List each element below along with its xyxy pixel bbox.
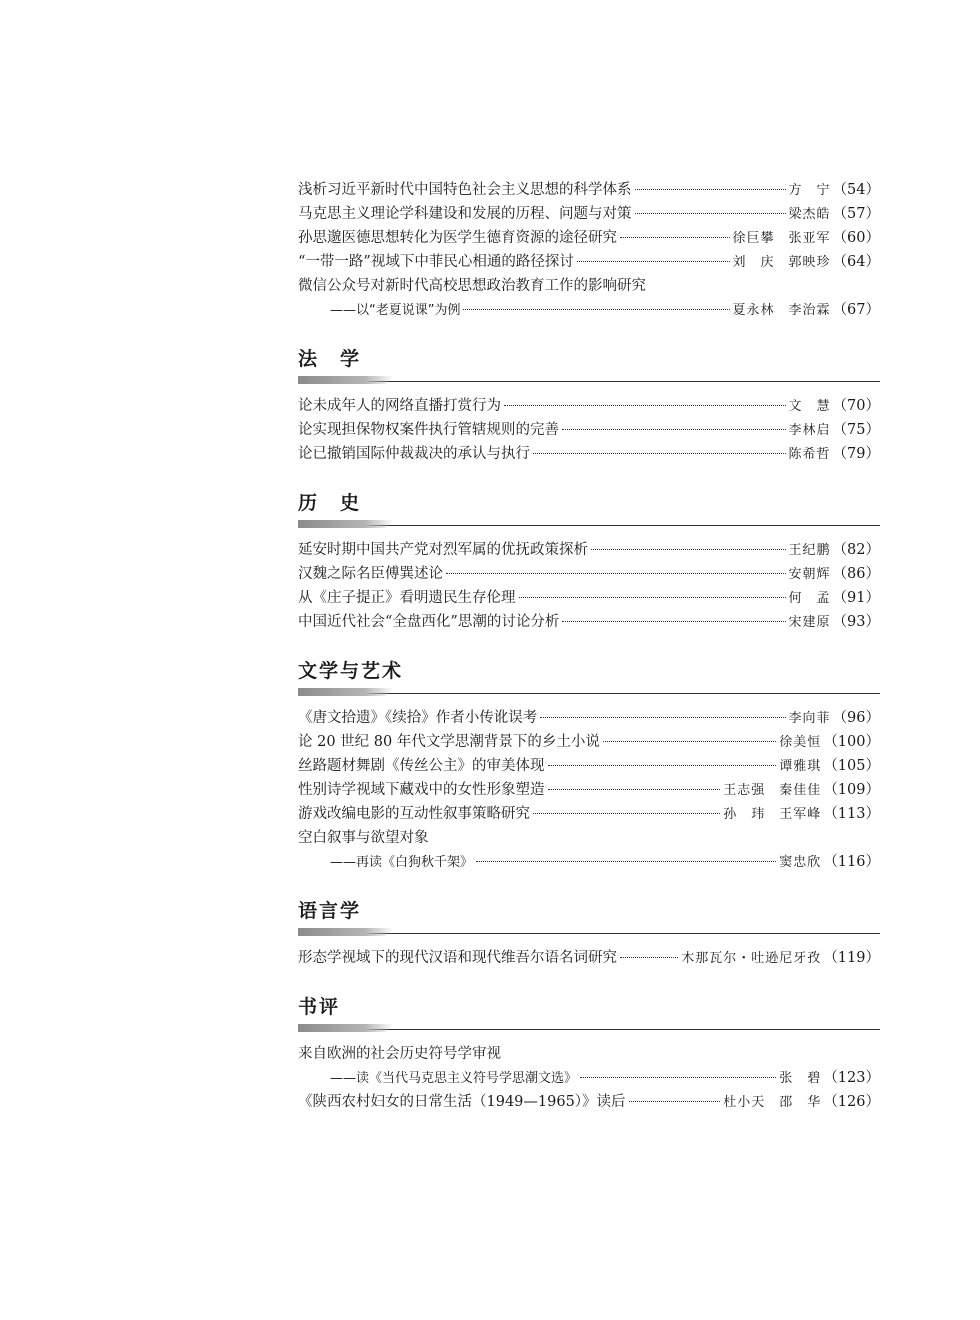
dot-leader: [463, 309, 729, 310]
toc-entry-title-line[interactable]: [298, 1042, 880, 1066]
toc-entry[interactable]: [298, 778, 880, 802]
entry-page-number: （86）: [832, 566, 880, 582]
section-divider: [298, 926, 880, 936]
entry-page-number: （93）: [832, 614, 880, 630]
dot-leader: [577, 261, 730, 262]
entry-author: 木那瓦尔・吐逊尼牙孜: [681, 951, 822, 966]
dot-leader: [603, 741, 776, 742]
divider-accent-bar: [298, 688, 394, 696]
dot-leader: [620, 957, 678, 958]
dot-leader: [562, 621, 785, 622]
toc-section: [298, 344, 880, 466]
entry-title: 丝路题材舞剧《传丝公主》的审美体现: [298, 758, 545, 774]
toc-entry[interactable]: [298, 298, 880, 322]
entry-author: 徐美恒: [779, 735, 822, 750]
dot-leader: [533, 813, 720, 814]
dot-leader: [620, 237, 730, 238]
section-heading: 文学与艺术: [298, 660, 404, 682]
entry-title: “一带一路”视域下中菲民心相通的路径探讨: [298, 254, 574, 270]
entry-page-number: （79）: [832, 446, 880, 462]
toc-entry[interactable]: [298, 226, 880, 250]
entry-title: 微信公众号对新时代高校思想政治教育工作的影响研究: [298, 278, 646, 294]
entry-page-number: （105）: [823, 758, 880, 774]
entry-author: 孙 玮 王军峰: [723, 807, 822, 822]
dot-leader: [533, 453, 786, 454]
dot-leader: [629, 1101, 721, 1102]
entry-page-number: （70）: [832, 398, 880, 414]
section-divider: [298, 686, 880, 696]
divider-accent-bar: [298, 376, 394, 384]
entry-author: 刘 庆 郭映珍: [732, 255, 831, 270]
toc-entry[interactable]: [298, 250, 880, 274]
entry-author: 方 宁: [788, 183, 831, 198]
toc-entry[interactable]: [298, 418, 880, 442]
entry-page-number: （57）: [832, 206, 880, 222]
entry-page-number: （64）: [832, 254, 880, 270]
entry-title: 来自欧洲的社会历史符号学审视: [298, 1046, 501, 1062]
entry-author: 王志强 秦佳佳: [723, 783, 822, 798]
toc-entry[interactable]: [298, 754, 880, 778]
entry-page-number: （60）: [832, 230, 880, 246]
toc-entry[interactable]: [298, 802, 880, 826]
entry-title: 论 20 世纪 80 年代文学思潮背景下的乡土小说: [298, 734, 600, 750]
toc-section: [298, 992, 880, 1114]
toc-entry[interactable]: [298, 946, 880, 970]
entry-subtitle: ——读《当代马克思主义符号学思潮文选》: [330, 1071, 578, 1086]
divider-accent-bar: [298, 520, 394, 528]
toc-entry[interactable]: [298, 610, 880, 634]
entry-author: 徐巨攀 张亚军: [732, 231, 831, 246]
entry-title: 从《庄子提正》看明遗民生存伦理: [298, 590, 516, 606]
toc-entry[interactable]: [298, 1066, 880, 1090]
dot-leader: [562, 429, 786, 430]
entry-author: 窦忠欣: [779, 855, 822, 870]
entry-author: 张 碧: [779, 1071, 822, 1086]
dot-leader: [504, 405, 786, 406]
toc-entry[interactable]: [298, 538, 880, 562]
dot-leader: [591, 549, 786, 550]
entry-author: 陈希哲: [788, 447, 831, 462]
entry-title: 汉魏之际名臣傅巽述论: [298, 566, 443, 582]
entry-title: 马克思主义理论学科建设和发展的历程、问题与对策: [298, 206, 632, 222]
divider-accent-bar: [298, 1024, 394, 1032]
entry-title: 中国近代社会“全盘西化”思潮的讨论分析: [298, 614, 560, 630]
section-heading: 书评: [298, 996, 341, 1018]
table-of-contents: [298, 178, 880, 1114]
dot-leader: [548, 765, 777, 766]
entry-page-number: （82）: [832, 542, 880, 558]
entry-page-number: （96）: [832, 710, 880, 726]
dot-leader: [540, 717, 785, 718]
entry-page-number: （116）: [823, 854, 880, 870]
entry-title: 《唐文拾遗》《续拾》作者小传讹误考: [298, 710, 538, 726]
intro-entries: [298, 178, 880, 322]
entry-author: 何 孟: [788, 591, 831, 606]
entry-page-number: （100）: [823, 734, 880, 750]
toc-entry[interactable]: [298, 586, 880, 610]
section-divider: [298, 1022, 880, 1032]
entry-author: 安朝辉: [788, 567, 831, 582]
entry-title: 形态学视域下的现代汉语和现代维吾尔语名词研究: [298, 950, 617, 966]
toc-entry[interactable]: [298, 202, 880, 226]
toc-entry[interactable]: [298, 706, 880, 730]
entry-page-number: （119）: [823, 950, 880, 966]
entry-subtitle: ——再读《白狗秋千架》: [330, 855, 474, 870]
toc-entry[interactable]: [298, 442, 880, 466]
entry-title: 论实现担保物权案件执行管辖规则的完善: [298, 422, 559, 438]
section-heading: 法 学: [298, 348, 362, 370]
toc-entry[interactable]: [298, 730, 880, 754]
dot-leader: [580, 1077, 776, 1078]
divider-accent-bar: [298, 928, 394, 936]
entry-author: 谭雅琪: [779, 759, 822, 774]
entry-author: 宋建原: [788, 615, 831, 630]
entry-author: 李林启: [788, 423, 831, 438]
toc-entry[interactable]: [298, 562, 880, 586]
section-heading: 历 史: [298, 492, 362, 514]
entry-page-number: （75）: [832, 422, 880, 438]
entry-title: 游戏改编电影的互动性叙事策略研究: [298, 806, 530, 822]
entry-author: 梁杰皓: [788, 207, 831, 222]
entry-page-number: （67）: [832, 302, 880, 318]
dot-leader: [635, 213, 786, 214]
entry-author: 杜小天 邵 华: [723, 1095, 822, 1110]
entry-title: 孙思邈医德思想转化为医学生德育资源的途径研究: [298, 230, 617, 246]
entry-page-number: （113）: [823, 806, 880, 822]
dot-leader: [476, 861, 776, 862]
section-divider: [298, 374, 880, 384]
toc-entry[interactable]: [298, 1090, 880, 1114]
entry-title: 延安时期中国共产党对烈军属的优抚政策探析: [298, 542, 588, 558]
entry-page-number: （109）: [823, 782, 880, 798]
entry-author: 王纪鹏: [788, 543, 831, 558]
toc-section: [298, 656, 880, 874]
toc-section: [298, 488, 880, 634]
toc-entry[interactable]: [298, 178, 880, 202]
dot-leader: [446, 573, 786, 574]
entry-title: 浅析习近平新时代中国特色社会主义思想的科学体系: [298, 182, 632, 198]
entry-author: 李向菲: [788, 711, 831, 726]
dot-leader: [548, 789, 721, 790]
toc-entry-title-line[interactable]: [298, 826, 880, 850]
entry-author: 文 慧: [788, 399, 831, 414]
toc-entry[interactable]: [298, 394, 880, 418]
dot-leader: [519, 597, 786, 598]
section-divider: [298, 518, 880, 528]
dot-leader: [635, 189, 786, 190]
entry-page-number: （126）: [823, 1094, 880, 1110]
entry-title: 论未成年人的网络直播打赏行为: [298, 398, 501, 414]
toc-section: [298, 896, 880, 970]
toc-entry[interactable]: [298, 850, 880, 874]
entry-title: 《陕西农村妇女的日常生活（1949—1965）》读后: [298, 1094, 626, 1110]
entry-title: 性别诗学视域下藏戏中的女性形象塑造: [298, 782, 545, 798]
entry-page-number: （123）: [823, 1070, 880, 1086]
entry-subtitle: ——以“老夏说课”为例: [330, 303, 461, 318]
entry-page-number: （54）: [832, 182, 880, 198]
toc-entry-title-line[interactable]: [298, 274, 880, 298]
section-heading: 语言学: [298, 900, 362, 922]
entry-title: 论已撤销国际仲裁裁决的承认与执行: [298, 446, 530, 462]
toc-sections: [298, 344, 880, 1114]
entry-author: 夏永林 李治霖: [732, 303, 831, 318]
entry-title: 空白叙事与欲望对象: [298, 830, 429, 846]
entry-page-number: （91）: [832, 590, 880, 606]
